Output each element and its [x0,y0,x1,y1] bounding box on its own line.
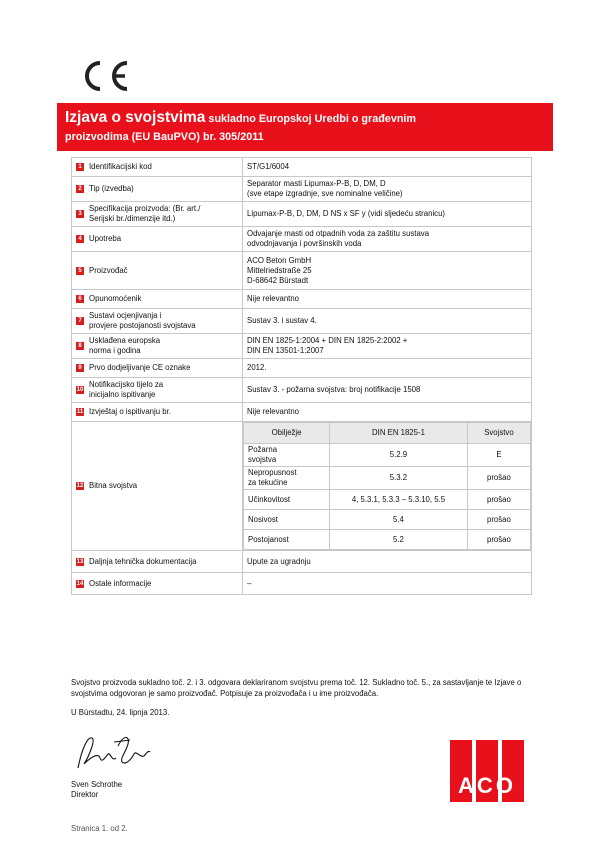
property-result: prošao [467,467,530,490]
row-value: Sustav 3. - požarna svojstva: broj notifikacije 1508 [243,378,532,403]
table-row [72,359,532,378]
property-name: Postojanost [244,530,330,550]
row-label-cell [72,158,243,177]
column-header: Svojstvo [467,423,530,444]
row-label: Notifikacijsko tijelo za inicijalno ispitivanje [89,380,164,399]
row-label: Usklađena europska norma i godina [89,336,161,355]
item-number-badge: 5 [76,267,84,275]
row-label: Ostale informacije [89,578,152,588]
property-row [244,510,531,530]
property-result: prošao [467,490,530,510]
row-label-cell [72,573,243,595]
place-date: U Bürstadtu, 24. lipnja 2013. [71,708,170,717]
row-value: DIN EN 1825-1:2004 + DIN EN 1825-2:2002 + DIN EN 13501-1:2007 [243,334,532,359]
property-clause: 5.2.9 [330,444,468,467]
table-row [72,378,532,403]
row-label-cell [72,359,243,378]
table-row [72,551,532,573]
row-label: Daljnja tehnička dokumentacija [89,556,197,566]
row-label: Tip (izvedba) [89,184,134,193]
item-number-badge: 1 [76,163,84,171]
row-value: Nije relevantno [243,403,532,422]
row-label-cell [72,290,243,309]
table-row [72,202,532,227]
row-value: Lipumax-P-B, D, DM, D NS x SF y (vidi sljedeću stranicu) [243,202,532,227]
row-label-cell [72,551,243,573]
table-row [72,334,532,359]
item-number-badge: 2 [76,185,84,193]
page-number: Stranica 1. od 2. [71,824,128,833]
property-clause: 5.2 [330,530,468,550]
item-number-badge: 4 [76,235,84,243]
property-result: prošao [467,510,530,530]
row-label-cell [72,227,243,252]
property-result: E [467,444,530,467]
property-clause: 5.4 [330,510,468,530]
table-row [72,573,532,595]
row-value: 2012. [243,359,532,378]
property-row [244,490,531,510]
title-banner [57,103,553,151]
table-row [72,252,532,290]
row-label-cell [72,403,243,422]
item-number-badge: 12 [76,483,84,489]
property-result: prošao [467,530,530,550]
row-value: Upute za ugradnju [243,551,532,573]
table-row [72,177,532,202]
row-label: Bitna svojstva [89,481,138,490]
property-row [244,444,531,467]
row-label: Specifikacija proizvoda: (Br. art./ Serijski br./dimenzije itd.) [89,204,201,223]
aco-logo [450,740,524,802]
item-number-badge: 9 [76,364,84,372]
table-row [72,158,532,177]
signer-name: Sven Schrothe [71,780,123,789]
property-clause: 4, 5.3.1, 5.3.3 – 5.3.10, 5.5 [330,490,468,510]
row-value: – [243,573,532,595]
row-value: ACO Beton GmbH Mittelriedstraße 25 D-68642 Bürstadt [243,252,532,290]
row-label: Sustavi ocjenjivanja i provjere postojanosti svojstava [89,311,196,330]
row-value: Separator masti Lipumax-P-B, D, DM, D (sve etape izgradnje, sve nominalne veličine) [243,177,532,202]
row-label: Opunomoćenik [89,294,142,303]
property-name: Nosivost [244,510,330,530]
conformity-statement: Svojstvo proizvoda sukladno toč. 2. i 3. odgovara deklariranom svojstvu prema toč. 12. Sukladno toč. 5., za sastavljanje te Izjave o svojstvima odgovoran je samo proizvođač. Potpisuje za proizvođača i u ime proizvođača. [71,678,522,698]
column-header: Obilježje [244,423,330,444]
property-clause: 5.3.2 [330,467,468,490]
property-name: Učinkovitost [244,490,330,510]
title-rest: sukladno Europskoj Uredbi o građevnim [205,113,417,125]
title-main: Izjava o svojstvima [65,109,206,126]
row-label-cell [72,422,243,551]
signature-image [74,728,154,774]
table-row [72,422,532,551]
table-row [72,309,532,334]
row-label-cell [72,252,243,290]
table-row [72,290,532,309]
title-line2: proizvodima (EU BauPVO) br. 305/2011 [65,131,264,143]
table-row [72,227,532,252]
row-value: Sustav 3. i sustav 4. [243,309,532,334]
property-row [244,530,531,550]
item-number-badge: 3 [76,210,84,218]
item-number-badge: 10 [76,387,84,393]
item-number-badge: 7 [76,317,84,325]
row-label: Identifikacijski kod [89,162,152,171]
properties-header-row [244,423,531,444]
table-row [72,403,532,422]
item-number-badge: 13 [76,558,84,565]
row-label-cell [72,378,243,403]
row-label: Upotreba [89,234,122,243]
row-value: Nije relevantno [243,290,532,309]
signer-title: Direktor [71,790,99,799]
property-name: Požarna svojstva [244,444,330,467]
item-number-badge: 14 [76,580,84,587]
property-row [244,467,531,490]
item-number-badge: 6 [76,295,84,303]
property-name: Nepropusnost za tekućine [244,467,330,490]
row-value: Odvajanje masti od otpadnih voda za zaštitu sustava odvodnjavanja i površinskih voda [243,227,532,252]
properties-table [243,422,531,550]
properties-cell [243,422,532,551]
column-header: DIN EN 1825-1 [330,423,468,444]
row-label-cell [72,334,243,359]
row-label-cell [72,309,243,334]
row-label-cell [72,177,243,202]
item-number-badge: 8 [76,342,84,350]
signer-block [71,780,122,800]
declaration-table [71,157,532,595]
row-label-cell [72,202,243,227]
ce-mark-icon [80,60,132,92]
row-value: ST/G1/6004 [243,158,532,177]
svg-text:ACO: ACO [458,773,516,798]
item-number-badge: 11 [76,409,84,415]
row-label: Izvještaj o ispitivanju br. [89,407,171,416]
row-label: Proizvođač [89,265,128,275]
row-label: Prvo dodjeljivanje CE oznake [89,363,191,372]
